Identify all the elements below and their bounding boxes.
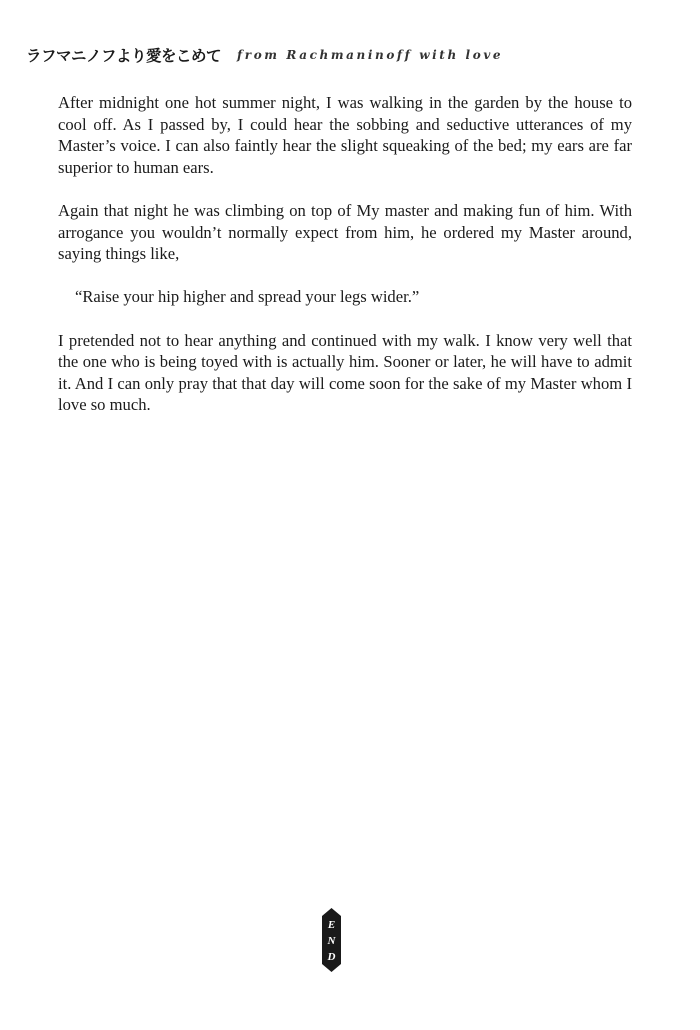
end-badge-letter-n: N (327, 935, 336, 947)
story-paragraph-2: Again that night he was climbing on top of My master and making fun of him. With arrogance you wouldn’t normally expect from him, he ordered my Master around, saying things like, (58, 200, 632, 264)
header-title-japanese: ラフマニノフより愛をこめて (26, 47, 222, 65)
header-title-english: from Rachmaninoff with love (237, 48, 504, 62)
end-badge (322, 908, 341, 972)
end-badge-letter-e: E (327, 919, 336, 931)
end-badge-shape (322, 908, 341, 972)
page-header (26, 44, 503, 66)
story-paragraph-3: I pretended not to hear anything and continued with my walk. I know very well that the one who is being toyed with is actually him. Sooner or later, he will have to admit it. And I can only pray that that day will come soon for the sake of my Master whom I love so much. (58, 330, 632, 415)
story-quote: “Raise your hip higher and spread your legs wider.” (75, 287, 420, 307)
end-badge-letter-d: D (327, 951, 336, 963)
story-paragraph-1: After midnight one hot summer night, I was walking in the garden by the house to cool off. As I passed by, I could hear the sobbing and seductive utterances of my Master’s voice. I can also faintly hear the slight squeaking of the bed; my ears are far superior to human ears. (58, 93, 632, 177)
story-text (58, 92, 632, 438)
